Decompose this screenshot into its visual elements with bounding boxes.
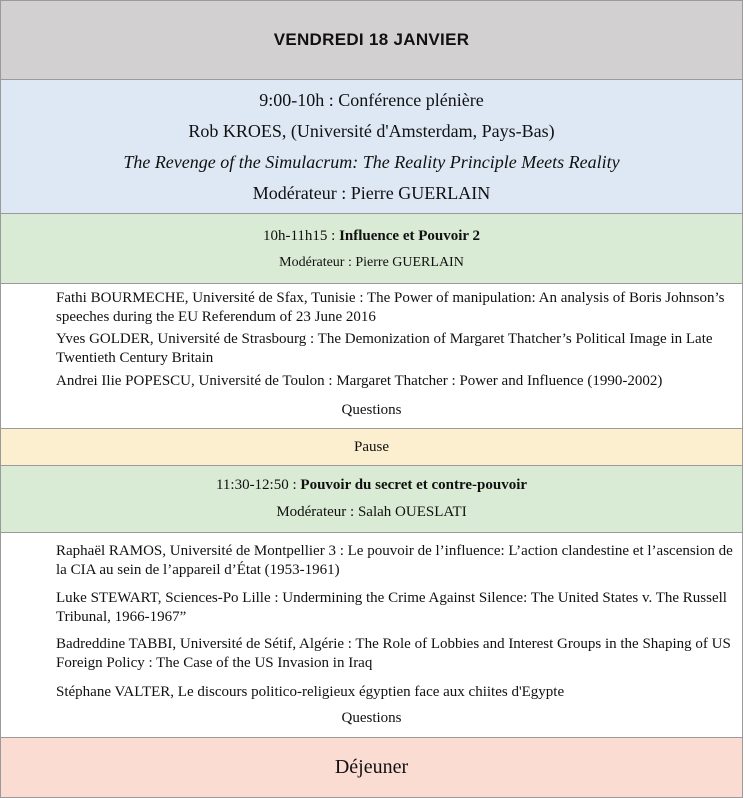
session1-papers: [0, 283, 743, 429]
paper-item: Yves GOLDER, Université de Strasbourg : The Demonization of Margaret Thatcher’s Political Image in Late Twentieth Century Britain: [56, 331, 713, 366]
session2-moderator: Modérateur : Salah OUESLATI: [276, 504, 467, 520]
session1-title: Influence et Pouvoir 2: [339, 228, 481, 244]
session1-time: 10h-11h15 :: [262, 228, 340, 244]
day-title: VENDREDI 18 JANVIER: [273, 30, 470, 49]
plenary-block: [0, 79, 743, 214]
plenary-speaker: Rob KROES, (Université d'Amsterdam, Pays-Bas): [188, 121, 555, 141]
plenary-talk-title: The Revenge of the Simulacrum: The Reality Principle Meets Reality: [123, 152, 620, 172]
session1-header: [0, 213, 743, 284]
paper-item: Stéphane VALTER, Le discours politico-religieux égyptien face aux chiites d'Egypte: [56, 684, 565, 700]
paper-item: Andrei Ilie POPESCU, Université de Toulon : Margaret Thatcher : Power and Influence (1990-2002): [56, 373, 663, 389]
plenary-time: 9:00-10h : Conférence plénière: [259, 90, 484, 110]
session2-papers: [0, 532, 743, 738]
session2-header: [0, 465, 743, 533]
pause-block: [0, 428, 743, 466]
session2-time: 11:30-12:50 :: [215, 477, 301, 493]
paper-item: Raphaël RAMOS, Université de Montpellier 3 : Le pouvoir de l’influence: L’action clandestine et l’ascension de la CIA au sein de l’appareil d’État (1953-1961): [56, 543, 733, 578]
lunch-label: Déjeuner: [334, 756, 409, 778]
session1-questions: Questions: [341, 402, 402, 418]
session2-questions: Questions: [341, 710, 402, 726]
pause-label: Pause: [354, 438, 389, 455]
day-header: [0, 0, 743, 80]
session2-title: Pouvoir du secret et contre-pouvoir: [300, 477, 528, 493]
session1-moderator: Modérateur : Pierre GUERLAIN: [279, 255, 464, 270]
lunch-block: [0, 737, 743, 798]
paper-item: Badreddine TABBI, Université de Sétif, Algérie : The Role of Lobbies and Interest Groups in the Shaping of US Foreign Policy : The Case of the US Invasion in Iraq: [56, 636, 731, 671]
paper-item: Fathi BOURMECHE, Université de Sfax, Tunisie : The Power of manipulation: An analysis of Boris Johnson’s speeches during the EU Referendum of 23 June 2016: [56, 290, 725, 325]
plenary-moderator: Modérateur : Pierre GUERLAIN: [252, 183, 491, 203]
paper-item: Luke STEWART, Sciences-Po Lille : Undermining the Crime Against Silence: The United States v. The Russell Tribunal, 1966-1967”: [56, 590, 727, 625]
